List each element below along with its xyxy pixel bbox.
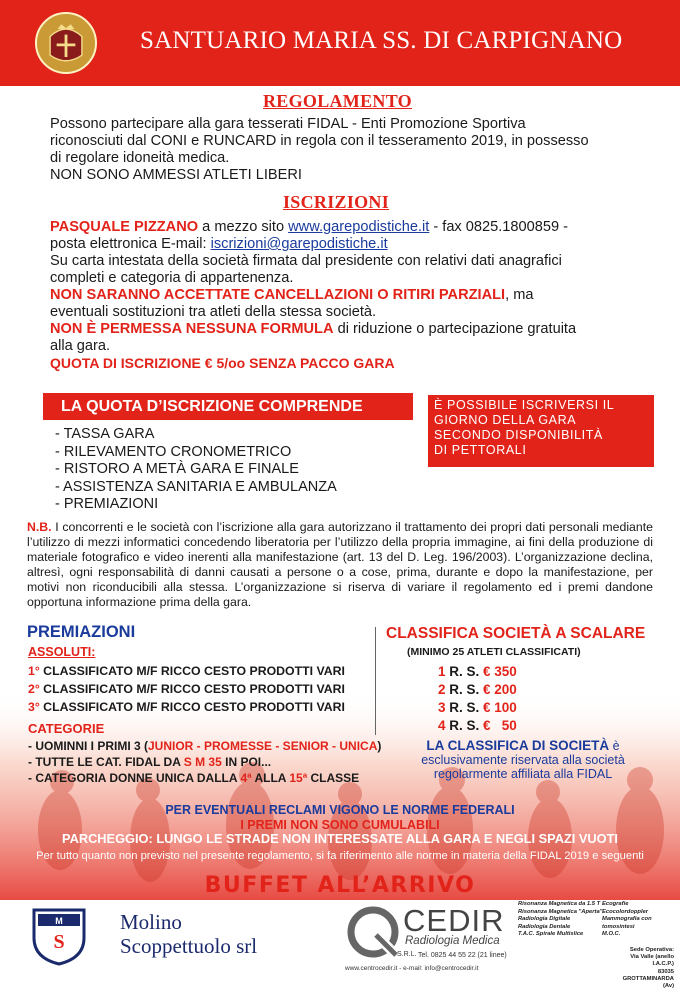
iscrizioni-text [50,219,650,373]
service-item: Radiologia Digitale [518,916,571,923]
cedir-services-list [518,901,602,939]
address-line: 83035 GROTTAMINARDA (Av) [622,968,674,990]
regolamento-line: Possono partecipare alla gara tesserati FIDAL - Enti Promozione Sportiva [50,116,526,132]
premiazioni-heading: PREMIAZIONI [27,623,136,641]
category-row [28,755,271,769]
classifica-note [392,739,654,781]
regolamento-line: riconosciuti dal CONI e RUNCARD in regola con il tesseramento 2019, in possesso [50,133,589,149]
paper-line: Su carta intestata della società firmata dal presidente con relativi dati anagrafici [50,253,562,269]
service-item: Ecocolordoppler [602,908,649,915]
ranking-row [438,682,543,697]
molino-line: Molino [120,910,182,934]
no-formula-line: alla gara. [50,338,111,354]
rank-label: R. S. [445,718,484,733]
iscrizioni-heading: ISCRIZIONI [283,192,390,212]
svg-text:M: M [55,916,63,926]
note-line: È POSSIBILE ISCRIVERSI IL [434,398,615,412]
prize-rank: 2° [28,682,40,696]
email-label: posta elettronica E-mail: [50,236,211,252]
cedir-website: www.centrocedir.it - e-mail: info@centrocedir.it [345,965,479,972]
service-item: M.O.C. [602,931,621,938]
no-formula-rest: di riduzione o partecipazione gratuita [333,321,577,337]
via-site-text: a mezzo sito [198,219,289,235]
category-highlight: JUNIOR - PROMESSE - SENIOR - UNICA [148,739,378,753]
cedir-phone: Tel. 0825 44 55 22 (21 linee) [418,952,507,959]
buffet-banner: BUFFET ALL’ARRIVO [204,873,476,898]
cedir-subtitle: Radiologia Medica [405,935,500,947]
assoluti-label: ASSOLUTI: [28,645,96,659]
molino-line: Scoppettuolo srl [120,934,258,958]
service-item: Risonanza Magnetica da 1.5 T [518,901,601,907]
site-link[interactable]: www.garepodistiche.it [288,219,430,235]
category-text: CLASSE [307,771,360,785]
list-item: - ASSISTENZA SANITARIA E AMBULANZA [55,478,337,495]
rank-prize: € 200 [483,682,517,697]
rank-prize: € 50 [483,718,517,733]
note-line: GIORNO DELLA GARA [434,413,577,427]
service-item: Mammografia con tomosintesi [602,916,652,930]
paper-line: completi e categoria di appartenenza. [50,270,294,286]
prize-text: CLASSIFICATO M/F RICCO CESTO PRODOTTI VARI [39,664,345,678]
same-day-note [428,395,654,467]
nb-text: I concorrenti e le società con l’iscrizione alla gara autorizzano il trattamento dei propri dati personali mediante l’utilizzo di mezzi informatici concedendo liberatoria per l’utilizzo della propria immagine, ai fini della produzione di materiale fotografico e video inerenti alla manifestazione (art. 13 del D. Leg. 196/2003). L’organizzazione declina, altresì, ogni responsabilità di danni causati a persone o a cose, prima, durante e dopo la manifestazione, per motivi non riconducibili alla stessa. L’organizzazione si riserva di variare il regolamento ed i premi dandone opportuna informazione prima della gara. [27,520,653,609]
regolamento-heading: REGOLAMENTO [263,91,412,111]
address-line: Via Valle (anello I.A.C.P.) [630,954,674,968]
prize-row [28,682,345,696]
cedir-srl: S.R.L. [397,951,417,958]
nb-label: N.B. [27,520,52,534]
no-cancel-line: eventuali sostituzioni tra atleti della stessa società. [50,304,377,320]
rank-label: R. S. [445,700,484,715]
quota-banner: LA QUOTA D’ISCRIZIONE COMPRENDE [43,393,413,420]
list-item: - PREMIAZIONI [55,496,159,513]
category-highlight: 15ª [289,771,308,785]
category-row [28,771,359,785]
no-cancel-bold: NON SARANNO ACCETTATE CANCELLAZIONI O RITIRI PARZIALI [50,287,506,303]
service-item: Ecografie [602,901,629,907]
category-row [28,739,381,753]
list-item: - RILEVAMENTO CRONOMETRICO [55,443,292,460]
divider [375,627,376,735]
categorie-heading: CATEGORIE [28,721,105,736]
regolamento-text [50,116,640,184]
address-line: Sede Operativa: [629,947,674,953]
service-item: Radiologia Dentale [518,923,571,930]
rinvio-line: Per tutto quanto non previsto nel presente regolamento, si fa riferimento alle norme in materia della FIDAL 2019 e seguenti [36,849,644,862]
regolamento-line: di regolare idoneità medica. [50,150,230,166]
cedir-address [614,947,674,990]
rank-number: 2 [438,682,446,697]
classifica-min: (MINIMO 25 ATLETI CLASSIFICATI) [407,646,581,658]
category-text: IN POI... [221,755,272,769]
rank-prize: € 100 [483,700,517,715]
crest-logo-icon [35,12,97,74]
classifica-note-text: è esclusivamente riservata alla società regolarmente affiliata alla FIDAL [421,739,625,781]
ranking-row [438,718,543,733]
category-text: - CATEGORIA DONNE UNICA DALLA [28,771,241,785]
category-text: - UOMINNI I PRIMI 3 ( [28,739,148,753]
cedir-logo-icon [346,905,400,959]
prize-text: CLASSIFICATO M/F RICCO CESTO PRODOTTI VARI [39,682,345,696]
rank-prize: € 350 [483,664,517,679]
list-item: - TASSA GARA [55,426,155,442]
no-cancel-rest: , ma [505,287,534,303]
parcheggio-line: PARCHEGGIO: LUNGO LE STRADE NON INTERESSATE ALLA GARA E NEGLI SPAZI VUOTI [62,831,618,846]
category-text: ALLA [251,771,290,785]
footer-notes [0,803,680,863]
prize-rank: 1° [28,664,40,678]
prize-text: CLASSIFICATO M/F RICCO CESTO PRODOTTI VARI [39,700,345,714]
prize-row [28,664,345,678]
premi-line: I PREMI NON SONO CUMULABILI [240,817,440,832]
rank-label: R. S. [445,682,484,697]
quota-includes-list [55,426,337,514]
service-item: T.A.C. Spirale Multislice [518,931,584,938]
molino-name [120,910,257,958]
rank-label: R. S. [445,664,484,679]
category-text: - TUTTE LE CAT. FIDAL DA [28,755,184,769]
rank-number: 4 [438,718,446,733]
category-highlight: S M 35 [183,755,222,769]
cedir-name: CEDIR [403,903,505,938]
regolamento-line: NON SONO AMMESSI ATLETI LIBERI [50,167,302,183]
contact-name: PASQUALE PIZZANO [50,219,199,235]
list-item: - RISTORO A METÀ GARA E FINALE [55,461,299,478]
reclami-line: PER EVENTUALI RECLAMI VIGONO LE NORME FEDERALI [165,803,515,817]
prize-row [28,700,345,714]
svg-text:S: S [53,931,65,953]
rank-number: 1 [438,664,446,679]
page-title: SANTUARIO MARIA SS. DI CARPIGNANO [140,27,623,54]
note-line: DI PETTORALI [434,443,527,457]
cedir-services-list [602,901,680,939]
email-link[interactable]: iscrizioni@garepodistiche.it [210,236,388,252]
note-line: SECONDO DISPONIBILITÀ [434,428,603,442]
classifica-note-bold: LA CLASSIFICA DI SOCIETÀ [426,738,610,753]
fax-text: - fax 0825.1800859 - [429,219,569,235]
category-highlight: 4ª [240,771,252,785]
service-item: Risonanza Magnetica "Aperta" [518,908,603,915]
ranking-row [438,664,543,679]
molino-shield-icon [30,904,88,966]
category-text: ) [377,739,382,753]
privacy-note [27,520,653,610]
quota-line: QUOTA DI ISCRIZIONE € 5/oo SENZA PACCO GARA [50,355,395,371]
rank-number: 3 [438,700,446,715]
classifica-heading: CLASSIFICA SOCIETÀ A SCALARE [386,625,646,642]
prize-rank: 3° [28,700,40,714]
no-formula-bold: NON È PERMESSA NESSUNA FORMULA [50,321,334,337]
ranking-row [438,700,543,715]
